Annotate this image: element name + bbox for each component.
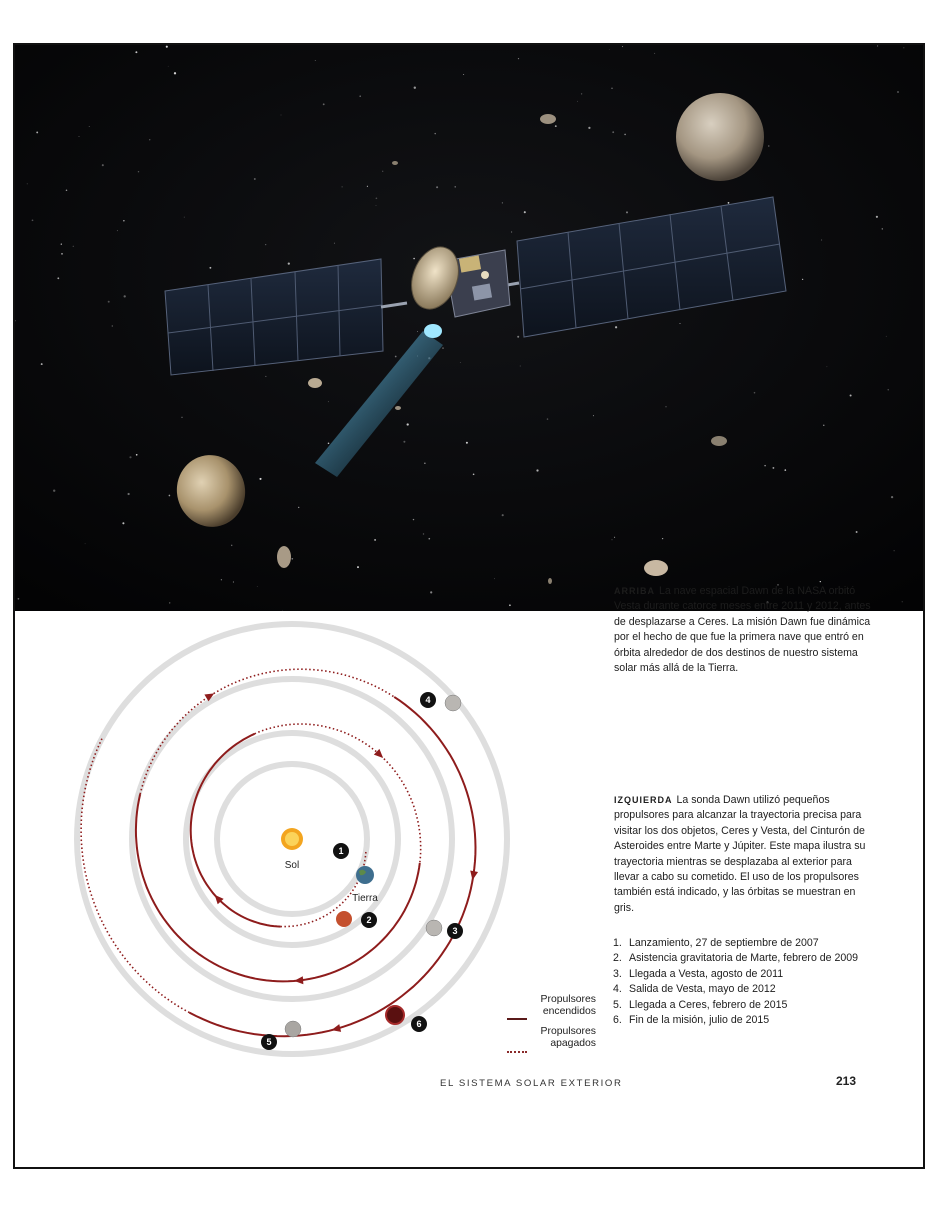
star	[135, 51, 137, 53]
marker-2	[361, 912, 377, 928]
star	[166, 46, 168, 48]
star	[494, 578, 495, 579]
marker-6	[411, 1016, 427, 1032]
star	[609, 49, 610, 50]
star	[524, 211, 526, 213]
star	[149, 139, 150, 140]
list-item: 2. Asistencia gravitatoria de Marte, febrero de 2009	[613, 952, 859, 965]
marker-4	[420, 692, 436, 708]
star	[414, 87, 416, 89]
star	[768, 145, 769, 146]
rock-icon	[277, 546, 291, 568]
star	[856, 531, 858, 533]
star	[665, 406, 666, 407]
star	[679, 323, 680, 324]
star	[611, 88, 613, 90]
star	[323, 103, 325, 105]
star	[85, 543, 86, 544]
star	[555, 125, 557, 127]
mission-end-icon	[386, 1006, 404, 1024]
star	[428, 538, 430, 540]
star	[423, 533, 424, 534]
star	[367, 186, 368, 187]
star	[517, 336, 519, 338]
star	[288, 262, 290, 264]
star	[18, 598, 20, 600]
star	[61, 243, 62, 244]
star	[209, 267, 211, 269]
star	[728, 202, 730, 204]
star	[772, 467, 774, 469]
star	[520, 366, 521, 367]
caption-left-lead: IZQUIERDA	[614, 795, 673, 805]
star	[328, 401, 329, 402]
star	[221, 579, 222, 580]
star	[233, 581, 234, 582]
star	[174, 72, 176, 74]
star	[376, 205, 377, 206]
legend-thrusters-off: Propulsores apagados	[540, 1026, 596, 1049]
star	[436, 186, 438, 188]
marker-1	[333, 843, 349, 859]
star	[886, 336, 887, 337]
moon-icon	[676, 93, 764, 181]
rock-icon	[644, 560, 668, 576]
star	[102, 164, 104, 166]
star	[53, 490, 55, 492]
star	[357, 566, 359, 568]
star	[61, 253, 62, 254]
star	[662, 538, 663, 539]
rock-icon	[308, 378, 322, 388]
star	[89, 126, 90, 127]
marker-3	[447, 923, 463, 939]
list-item: 5. Llegada a Ceres, febrero de 2015	[613, 998, 788, 1011]
svg-text:4: 4	[425, 695, 431, 705]
list-item: 6. Fin de la misión, julio de 2015	[613, 1014, 770, 1027]
star	[169, 495, 171, 497]
star	[123, 220, 124, 221]
star	[888, 389, 889, 390]
star	[181, 417, 182, 418]
star	[265, 376, 266, 377]
star	[654, 53, 655, 54]
star	[891, 496, 893, 498]
star	[342, 186, 343, 187]
earth-icon	[356, 866, 374, 884]
star	[581, 93, 582, 94]
star	[612, 539, 613, 540]
star	[184, 217, 185, 218]
star	[827, 366, 828, 367]
star	[298, 507, 299, 508]
star	[823, 425, 824, 426]
list-item: 4. Salida de Vesta, mayo de 2012	[613, 983, 776, 996]
svg-text:1: 1	[338, 846, 344, 856]
star	[876, 216, 878, 218]
star	[509, 604, 511, 606]
caption-left	[614, 793, 874, 916]
star	[466, 442, 468, 444]
star	[547, 418, 548, 419]
star	[129, 456, 131, 458]
star	[850, 394, 852, 396]
star	[403, 441, 405, 443]
star	[754, 392, 756, 394]
star	[877, 45, 878, 46]
ceres-icon	[285, 1021, 301, 1037]
vesta-icon	[426, 920, 442, 936]
star	[502, 514, 504, 516]
dawn-spacecraft-illustration	[15, 45, 923, 611]
star	[511, 232, 512, 233]
star	[518, 58, 519, 59]
star	[442, 347, 444, 349]
star	[281, 115, 282, 116]
star	[455, 186, 456, 187]
svg-text:5: 5	[266, 1037, 272, 1047]
star	[897, 91, 899, 93]
star	[57, 277, 59, 279]
list-item: 1. Lanzamiento, 27 de septiembre de 2007	[613, 937, 819, 949]
star	[536, 469, 538, 471]
star	[820, 581, 821, 582]
star	[117, 230, 118, 231]
star	[460, 362, 461, 363]
star	[593, 415, 594, 416]
star	[328, 443, 330, 445]
star	[73, 246, 74, 247]
star	[315, 60, 316, 61]
star	[265, 244, 266, 245]
star	[41, 363, 43, 365]
star	[434, 133, 435, 134]
thruster-icon	[424, 324, 442, 338]
legend-thrusters-on: Propulsores encendidos	[540, 994, 596, 1017]
star	[615, 326, 617, 328]
star	[27, 183, 28, 184]
star	[374, 539, 376, 541]
running-footer-title: EL SISTEMA SOLAR EXTERIOR	[440, 1078, 623, 1089]
star	[622, 46, 623, 47]
star	[463, 74, 464, 75]
star	[882, 228, 883, 229]
star	[424, 463, 425, 464]
list-item: 3. Llegada a Vesta, agosto de 2011	[613, 967, 784, 980]
star	[473, 473, 475, 475]
star	[902, 601, 903, 602]
star	[624, 134, 626, 136]
rock-icon	[540, 114, 556, 124]
star	[577, 101, 578, 102]
space-background	[15, 45, 923, 611]
caption-top-text: La nave espacial Dawn de la NASA orbitó Vesta durante catorce meses entre 2011 y 2012, antes de desplazarse a Ceres. La misión Dawn fue dinámica por el hecho de que fue la primera nave que entró en órbita alrededor de dos destinos de nuestro sistema solar más allá de la Tierra.	[614, 585, 871, 675]
star	[894, 550, 895, 551]
star	[626, 211, 628, 213]
star	[124, 295, 126, 297]
marker-5	[261, 1034, 277, 1050]
star	[138, 171, 139, 172]
page-number: 213	[836, 1074, 857, 1088]
star	[136, 454, 138, 456]
caption-top-lead: ARRIBA	[614, 586, 655, 596]
star	[127, 493, 129, 495]
sun-icon	[281, 828, 303, 850]
star	[66, 190, 68, 192]
star	[764, 465, 766, 467]
star	[257, 586, 258, 587]
earth-label: Tierra	[352, 893, 378, 904]
rock-icon	[711, 436, 727, 446]
mission-steps-list	[613, 936, 873, 1028]
star	[821, 239, 822, 240]
star	[112, 325, 113, 326]
svg-text:6: 6	[416, 1019, 422, 1029]
caption-left-text: La sonda Dawn utilizó pequeños propulsores para alcanzar la trayectoria precisa para visitar los dos objetos, Ceres y Vesta, del Cinturón de Asteroides entre Marte y Júpiter. Este mapa ilustra su trayectoria mientras se desplazaba al exterior para llevar a cabo su cometido. El uso de los propulsores también está indicado, y las órbitas se muestran en gris.	[614, 794, 866, 914]
star	[904, 48, 905, 49]
star	[614, 537, 615, 538]
star	[254, 178, 256, 180]
star	[376, 197, 378, 199]
star	[430, 591, 432, 593]
star	[612, 131, 614, 133]
star	[122, 522, 124, 524]
star	[169, 602, 170, 603]
star	[36, 131, 38, 133]
caption-top	[614, 584, 874, 676]
star	[395, 356, 397, 358]
svg-text:3: 3	[452, 926, 458, 936]
sun-label: Sol	[284, 860, 300, 871]
star	[108, 301, 110, 303]
star	[413, 519, 414, 520]
star	[231, 545, 232, 546]
star	[259, 478, 261, 480]
star	[168, 66, 169, 67]
star	[502, 202, 503, 203]
star	[784, 469, 786, 471]
star	[802, 279, 803, 280]
star	[382, 171, 383, 172]
star	[79, 136, 80, 137]
vesta-departure-icon	[445, 695, 461, 711]
star	[588, 127, 590, 129]
legend-dotted-line	[507, 1051, 527, 1053]
star	[407, 423, 409, 425]
star	[413, 258, 415, 260]
star	[417, 331, 418, 332]
star	[291, 558, 293, 560]
star	[359, 95, 361, 97]
mars-icon	[336, 911, 352, 927]
svg-text:2: 2	[366, 915, 372, 925]
star	[334, 243, 335, 244]
star	[32, 219, 34, 221]
legend-solid-line	[507, 1018, 527, 1020]
